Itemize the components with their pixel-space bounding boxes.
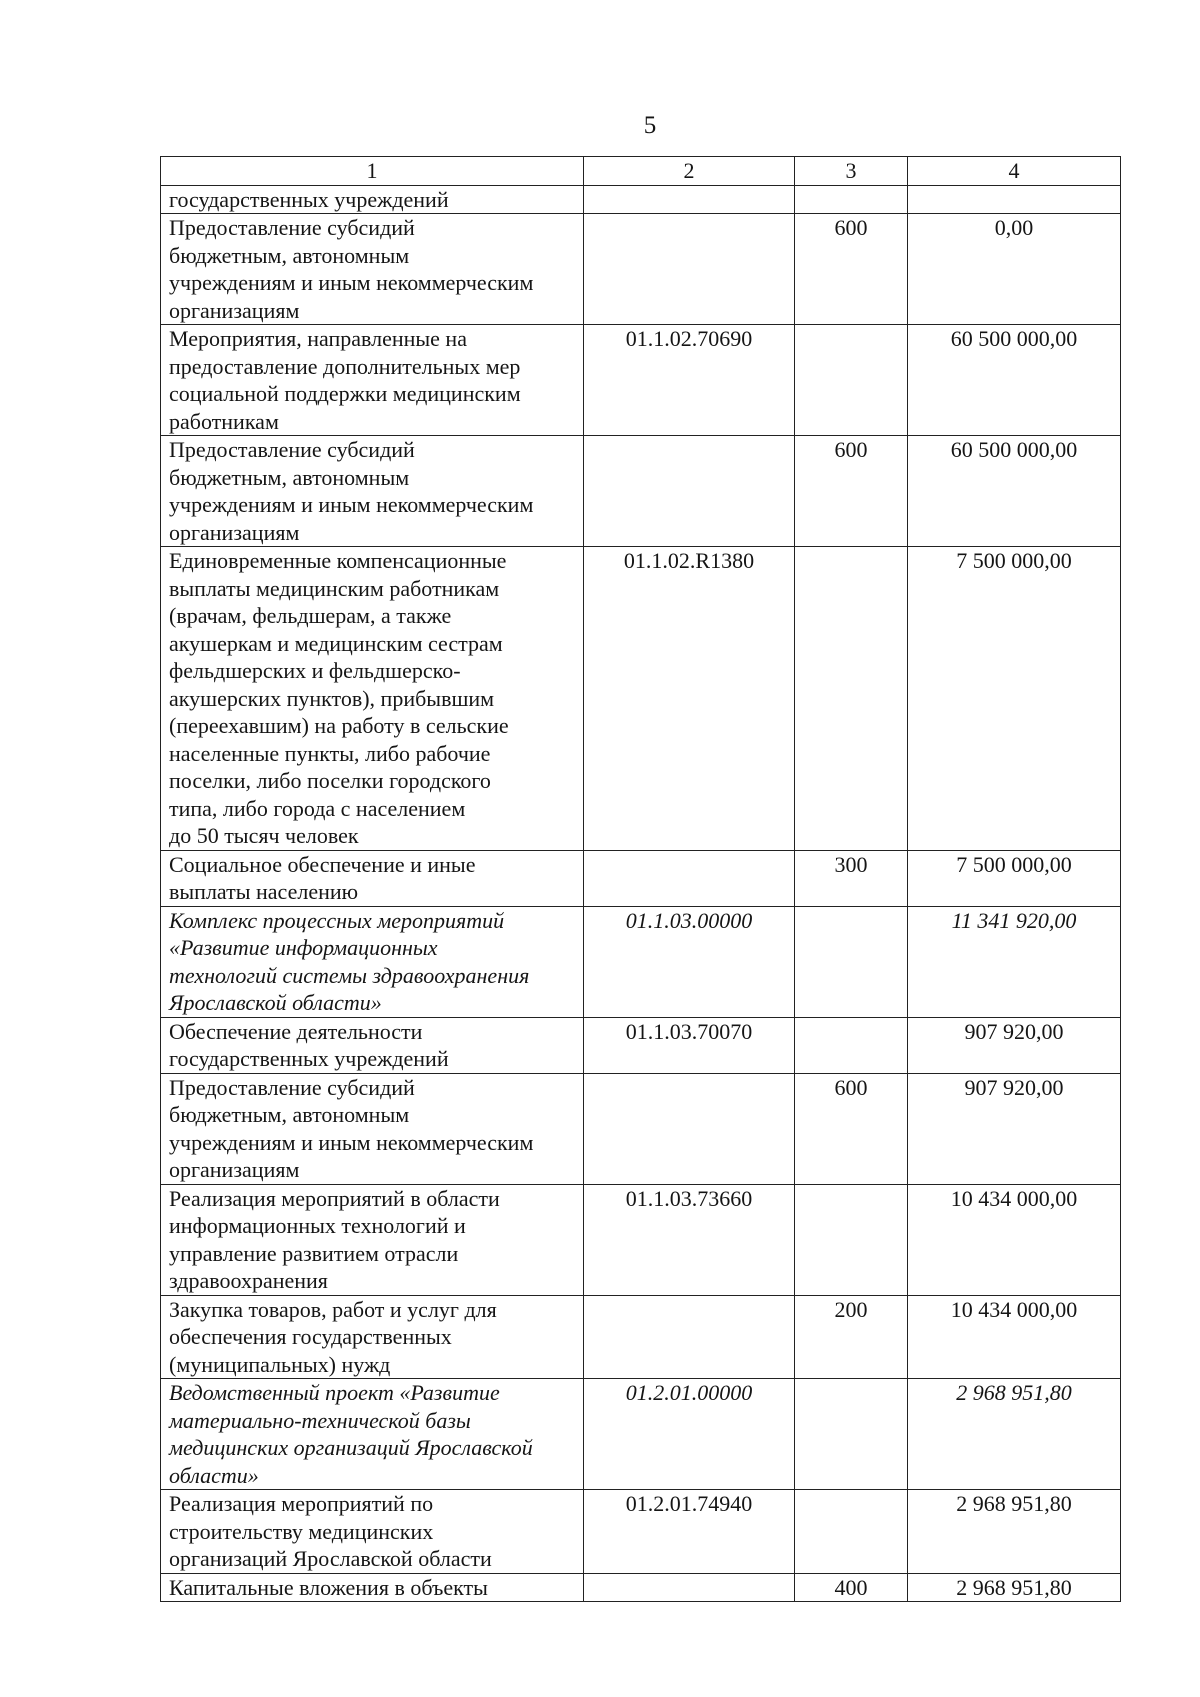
row-expense-type-cell — [795, 1379, 908, 1490]
row-amount-cell: 2 968 951,80 — [908, 1573, 1121, 1602]
row-code-cell: 01.2.01.74940 — [584, 1490, 795, 1574]
row-expense-type-cell: 400 — [795, 1573, 908, 1602]
column-header-1: 1 — [161, 157, 584, 186]
row-expense-type-cell: 600 — [795, 436, 908, 547]
row-amount-cell: 2 968 951,80 — [908, 1379, 1121, 1490]
row-name-cell: Реализация мероприятий по строительству медицинских организаций Ярославской области — [161, 1490, 584, 1574]
table-row — [161, 325, 1121, 436]
row-amount-cell: 10 434 000,00 — [908, 1184, 1121, 1295]
table-body — [161, 185, 1121, 1602]
column-header-3: 3 — [795, 157, 908, 186]
table-row — [161, 1295, 1121, 1379]
row-amount-cell: 2 968 951,80 — [908, 1490, 1121, 1574]
table-header-row — [161, 157, 1121, 186]
row-amount-cell: 907 920,00 — [908, 1017, 1121, 1073]
row-amount-cell: 60 500 000,00 — [908, 325, 1121, 436]
row-name-cell: Комплекс процессных мероприятий «Развитие информационных технологий системы здравоохранения Ярославской области» — [161, 906, 584, 1017]
row-amount-cell: 10 434 000,00 — [908, 1295, 1121, 1379]
row-expense-type-cell: 600 — [795, 1073, 908, 1184]
page-number: 5 — [643, 112, 657, 139]
row-expense-type-cell — [795, 547, 908, 851]
row-expense-type-cell — [795, 906, 908, 1017]
row-expense-type-cell — [795, 1490, 908, 1574]
row-amount-cell: 7 500 000,00 — [908, 547, 1121, 851]
row-amount-cell: 11 341 920,00 — [908, 906, 1121, 1017]
table-row — [161, 547, 1121, 851]
row-amount-cell: 7 500 000,00 — [908, 850, 1121, 906]
row-amount-cell — [908, 185, 1121, 214]
row-expense-type-cell — [795, 1184, 908, 1295]
row-name-cell: Капитальные вложения в объекты — [161, 1573, 584, 1602]
row-name-cell: Ведомственный проект «Развитие материально-технической базы медицинских организаций Ярославской области» — [161, 1379, 584, 1490]
row-name-cell: Мероприятия, направленные на предоставление дополнительных мер социальной поддержки медицинским работникам — [161, 325, 584, 436]
row-code-cell — [584, 1573, 795, 1602]
row-amount-cell: 60 500 000,00 — [908, 436, 1121, 547]
table-row — [161, 436, 1121, 547]
table-row — [161, 214, 1121, 325]
row-code-cell: 01.1.02.70690 — [584, 325, 795, 436]
column-header-4: 4 — [908, 157, 1121, 186]
row-code-cell: 01.1.03.00000 — [584, 906, 795, 1017]
row-code-cell — [584, 1295, 795, 1379]
row-name-cell: Предоставление субсидий бюджетным, автономным учреждениям и иным некоммерческим организациям — [161, 1073, 584, 1184]
table-row — [161, 906, 1121, 1017]
row-code-cell: 01.1.02.R1380 — [584, 547, 795, 851]
table-row — [161, 1073, 1121, 1184]
table-row — [161, 1017, 1121, 1073]
row-name-cell: Закупка товаров, работ и услуг для обеспечения государственных (муниципальных) нужд — [161, 1295, 584, 1379]
row-code-cell — [584, 850, 795, 906]
table-row — [161, 185, 1121, 214]
row-expense-type-cell: 200 — [795, 1295, 908, 1379]
table-row — [161, 1379, 1121, 1490]
row-code-cell — [584, 214, 795, 325]
row-name-cell: Реализация мероприятий в области информационных технологий и управление развитием отрасли здравоохранения — [161, 1184, 584, 1295]
table-row — [161, 850, 1121, 906]
row-name-cell: Социальное обеспечение и иные выплаты населению — [161, 850, 584, 906]
column-header-2: 2 — [584, 157, 795, 186]
table-row — [161, 1573, 1121, 1602]
row-expense-type-cell — [795, 1017, 908, 1073]
budget-table — [160, 156, 1121, 1602]
row-code-cell — [584, 185, 795, 214]
row-code-cell — [584, 436, 795, 547]
row-expense-type-cell: 600 — [795, 214, 908, 325]
row-name-cell: Предоставление субсидий бюджетным, автономным учреждениям и иным некоммерческим организациям — [161, 214, 584, 325]
row-name-cell: Единовременные компенсационные выплаты медицинским работникам (врачам, фельдшерам, а также акушеркам и медицинским сестрам фельдшерских и фельдшерско- акушерских пунктов), прибывшим (переехавшим) на работу в сельские населенные пункты, либо рабочие поселки, либо поселки городского типа, либо города с населением до 50 тысяч человек — [161, 547, 584, 851]
table-row — [161, 1184, 1121, 1295]
table-row — [161, 1490, 1121, 1574]
row-expense-type-cell: 300 — [795, 850, 908, 906]
row-code-cell: 01.1.03.70070 — [584, 1017, 795, 1073]
row-code-cell: 01.2.01.00000 — [584, 1379, 795, 1490]
row-expense-type-cell — [795, 185, 908, 214]
row-expense-type-cell — [795, 325, 908, 436]
row-code-cell: 01.1.03.73660 — [584, 1184, 795, 1295]
row-amount-cell: 907 920,00 — [908, 1073, 1121, 1184]
row-name-cell: Предоставление субсидий бюджетным, автономным учреждениям и иным некоммерческим организациям — [161, 436, 584, 547]
row-name-cell: государственных учреждений — [161, 185, 584, 214]
row-code-cell — [584, 1073, 795, 1184]
row-name-cell: Обеспечение деятельности государственных учреждений — [161, 1017, 584, 1073]
row-amount-cell: 0,00 — [908, 214, 1121, 325]
